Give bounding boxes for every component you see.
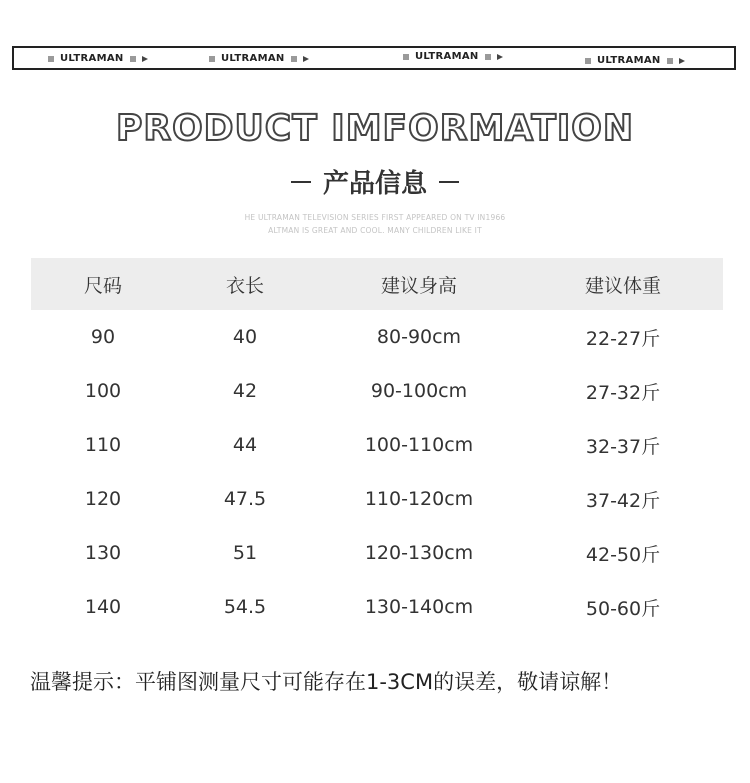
measurement-note: 温馨提示：平铺图测量尺寸可能存在1-3CM的误差，敬请谅解！ bbox=[30, 670, 623, 694]
size-table bbox=[31, 258, 723, 634]
cell-size: 110 bbox=[84, 434, 122, 456]
table-row bbox=[31, 310, 723, 364]
brand-item bbox=[209, 53, 309, 64]
cell-size: 100 bbox=[84, 380, 122, 402]
brand-label: ULTRAMAN bbox=[221, 53, 285, 64]
square-icon bbox=[585, 58, 591, 64]
play-icon bbox=[679, 58, 685, 64]
cell-length: 40 bbox=[232, 326, 258, 348]
table-row bbox=[31, 526, 723, 580]
cell-height: 100-110cm bbox=[364, 434, 474, 456]
brand-item bbox=[585, 55, 685, 66]
cell-height: 110-120cm bbox=[364, 488, 474, 510]
cell-size: 140 bbox=[84, 596, 122, 618]
play-icon bbox=[142, 56, 148, 62]
header-size: 尺码 bbox=[83, 274, 122, 297]
cell-height: 90-100cm bbox=[370, 380, 468, 402]
brand-label: ULTRAMAN bbox=[60, 53, 124, 64]
cell-length: 44 bbox=[232, 434, 258, 456]
page-title-cn bbox=[0, 163, 750, 200]
header-weight: 建议体重 bbox=[584, 274, 661, 297]
brand-item bbox=[48, 53, 148, 64]
table-row bbox=[31, 580, 723, 634]
square-icon bbox=[209, 56, 215, 62]
cell-weight: 27-32斤 bbox=[585, 381, 661, 404]
cell-weight: 37-42斤 bbox=[585, 489, 661, 512]
page-title-en: PRODUCT IMFORMATION bbox=[115, 108, 635, 149]
brand-item bbox=[403, 51, 503, 62]
table-row bbox=[31, 472, 723, 526]
table-header bbox=[31, 258, 723, 310]
cell-weight: 42-50斤 bbox=[585, 543, 661, 566]
play-icon bbox=[303, 56, 309, 62]
cell-length: 42 bbox=[232, 380, 258, 402]
square-icon bbox=[485, 54, 491, 60]
square-icon bbox=[48, 56, 54, 62]
cell-length: 51 bbox=[232, 542, 258, 564]
brand-label: ULTRAMAN bbox=[415, 51, 479, 62]
cell-height: 80-90cm bbox=[376, 326, 462, 348]
square-icon bbox=[291, 56, 297, 62]
cell-size: 130 bbox=[84, 542, 122, 564]
cell-weight: 22-27斤 bbox=[585, 327, 661, 350]
table-row bbox=[31, 418, 723, 472]
page-title-cn-text: 产品信息 bbox=[322, 169, 427, 199]
cell-height: 120-130cm bbox=[364, 542, 474, 564]
brand-label: ULTRAMAN bbox=[597, 55, 661, 66]
cell-height: 130-140cm bbox=[364, 596, 474, 618]
square-icon bbox=[403, 54, 409, 60]
header-height: 建议身高 bbox=[380, 274, 457, 297]
dash-decoration bbox=[439, 181, 459, 183]
cell-size: 90 bbox=[90, 326, 116, 348]
play-icon bbox=[497, 54, 503, 60]
cell-weight: 50-60斤 bbox=[585, 597, 661, 620]
cell-length: 54.5 bbox=[223, 596, 267, 618]
tagline-line-2: ALTMAN IS GREAT AND COOL. MANY CHILDREN LIKE IT bbox=[268, 226, 482, 235]
dash-decoration bbox=[291, 181, 311, 183]
tagline-line-1: HE ULTRAMAN TELEVISION SERIES FIRST APPEARED ON TV IN1966 bbox=[244, 213, 506, 222]
cell-weight: 32-37斤 bbox=[585, 435, 661, 458]
square-icon bbox=[667, 58, 673, 64]
header-length: 衣长 bbox=[225, 274, 264, 297]
square-icon bbox=[130, 56, 136, 62]
brand-banner bbox=[12, 46, 736, 70]
cell-size: 120 bbox=[84, 488, 122, 510]
cell-length: 47.5 bbox=[223, 488, 267, 510]
table-row bbox=[31, 364, 723, 418]
